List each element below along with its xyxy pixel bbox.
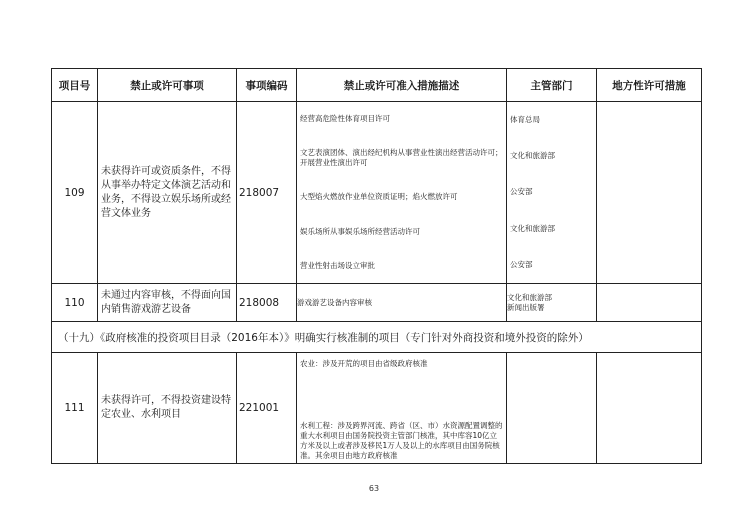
item-code: 218008: [237, 284, 297, 322]
header-cell: 主管部门: [507, 69, 597, 102]
item-code: 221001: [237, 353, 297, 464]
measure-description: 游戏游艺设备内容审核: [297, 284, 507, 322]
department: 文化和旅游部: [510, 151, 555, 161]
item-number: 109: [52, 102, 98, 284]
header-cell: 禁止或许可准入措施描述: [297, 69, 507, 102]
header-row: [52, 69, 702, 102]
item-number: 111: [52, 353, 98, 464]
department-cell: [507, 102, 597, 284]
measure-description: 娱乐场所从事娱乐场所经营活动许可: [300, 226, 420, 236]
local-measure-cell: [597, 353, 702, 464]
header-cell: 事项编码: [237, 69, 297, 102]
local-measure-cell: [597, 284, 702, 322]
department: 公安部: [510, 187, 533, 197]
department: 文化和旅游部: [510, 223, 555, 233]
header-cell: 地方性许可措施: [597, 69, 702, 102]
regulation-table: [51, 68, 702, 464]
measures-cell: [297, 353, 507, 464]
table-row: [52, 353, 702, 464]
department: 文化和旅游部 新闻出版署: [507, 284, 597, 322]
table-row: [52, 102, 702, 284]
item-code: 218007: [237, 102, 297, 284]
item-description: 未获得许可，不得投资建设特定农业、水利项目: [98, 353, 237, 464]
measure-description: 大型焰火燃放作业单位资质证明；焰火燃放许可: [300, 192, 458, 202]
page-number: 63: [368, 484, 380, 493]
local-measure-cell: [597, 102, 702, 284]
section-row: [52, 322, 702, 353]
item-description: 未通过内容审核，不得面向国内销售游戏游艺设备: [98, 284, 237, 322]
measure-description: 农业：涉及开荒的项目由省级政府核准: [300, 359, 428, 368]
department: 体育总局: [510, 115, 540, 125]
header-cell: 禁止或许可事项: [98, 69, 237, 102]
measure-description: 营业性射击场设立审批: [300, 260, 375, 270]
measures-cell: [297, 102, 507, 284]
measure-description: 经营高危险性体育项目许可: [300, 114, 390, 124]
department: 公安部: [510, 259, 533, 269]
table-row: [52, 284, 702, 322]
item-number: 110: [52, 284, 98, 322]
department-cell: [507, 353, 597, 464]
measure-description: 水利工程：涉及跨界河流、跨省（区、市）水资源配置调整的重大水利项目由国务院投资主管部门核准，其中库容10亿立方米及以上或者涉及移民1万人及以上的水库项目由国务院核准。其余项目由地方政府核准: [300, 421, 503, 460]
measure-description: 文艺表演团体、演出经纪机构从事营业性演出经营活动许可；开展营业性演出许可: [300, 148, 503, 168]
header-cell: 项目号: [52, 69, 98, 102]
item-description: 未获得许可或资质条件，不得从事举办特定文体演艺活动和业务，不得设立娱乐场所或经营文体业务: [98, 102, 237, 284]
section-heading: （十九）《政府核准的投资项目目录（2016年本）》明确实行核准制的项目（专门针对外商投资和境外投资的除外）: [52, 322, 702, 353]
